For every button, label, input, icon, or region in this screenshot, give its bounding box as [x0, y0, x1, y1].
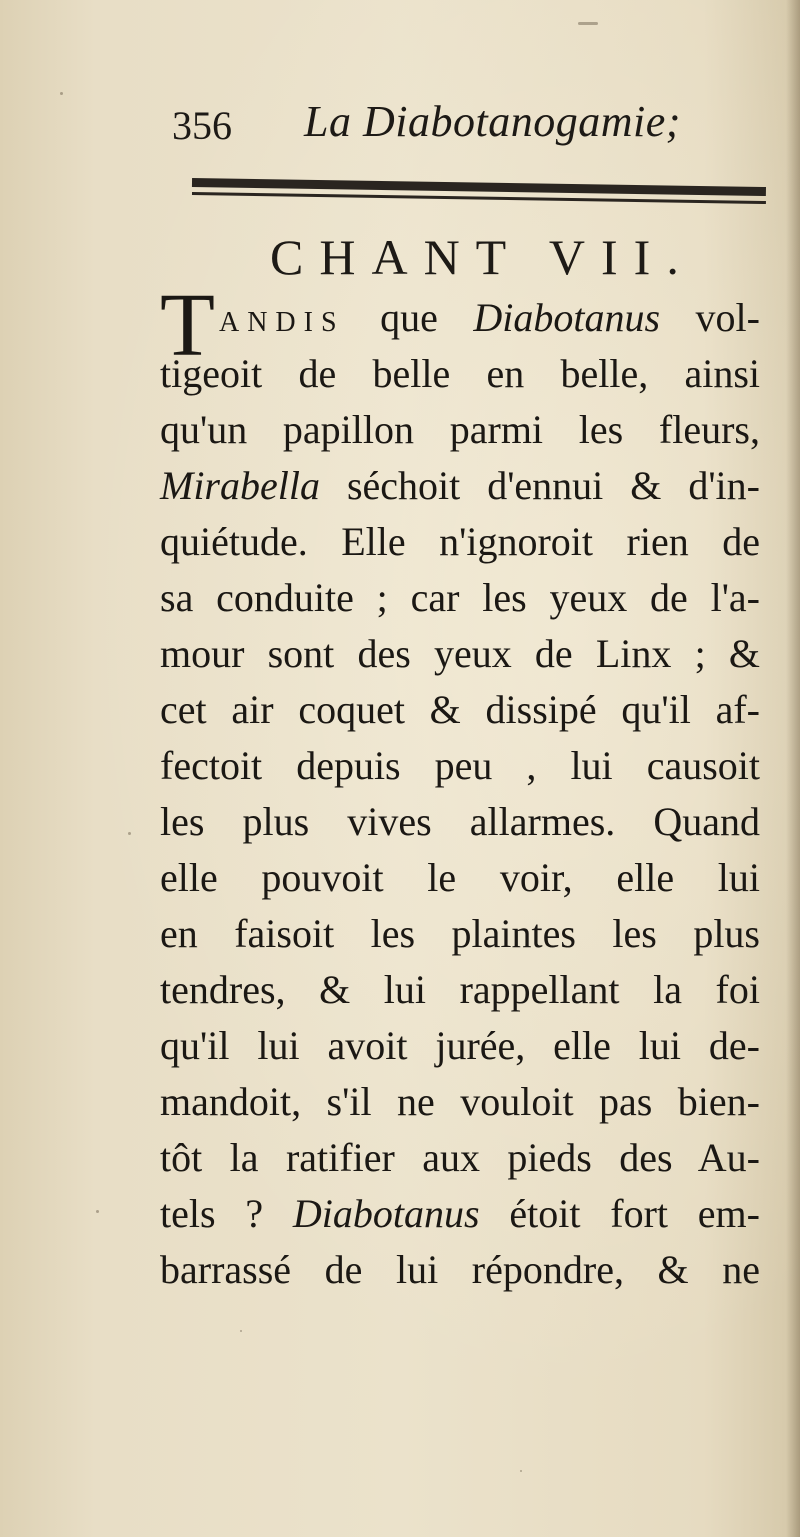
italic-name: Diabotanus [292, 1191, 480, 1236]
paper-speck [60, 92, 63, 95]
text-line-14: qu'il lui avoit jurée, elle lui de- [160, 1023, 760, 1068]
header-rule [192, 174, 766, 210]
text-line-6: sa conduite ; car les yeux de l'a- [160, 575, 760, 620]
text-line-2: tigeoit de belle en belle, ainsi [160, 351, 760, 396]
paper-speck [96, 1210, 99, 1213]
page-edge-shadow [786, 0, 800, 1537]
text-span: tels ? [160, 1191, 293, 1236]
text-line-5: quiétude. Elle n'ignoroit rien de [160, 519, 760, 564]
small-caps-word: ANDIS [218, 307, 345, 338]
text-line-8: cet air coquet & dissipé qu'il af- [160, 687, 760, 732]
text-line-4 [160, 458, 760, 514]
drop-cap: T [160, 276, 215, 375]
text-line-15: mandoit, s'il ne vouloit pas bien- [160, 1079, 760, 1124]
page-number: 356 [172, 103, 232, 148]
text-line-11: elle pouvoit le voir, elle lui [160, 855, 760, 900]
text-line-16: tôt la ratifier aux pieds des Au- [160, 1135, 760, 1180]
page-header [172, 96, 732, 160]
paper-speck [520, 1470, 522, 1472]
text-line-12: en faisoit les plaintes les plus [160, 911, 760, 956]
body-text [160, 276, 772, 1298]
paper-speck [128, 832, 131, 835]
italic-name: Diabotanus [473, 295, 661, 340]
paper-speck [578, 22, 598, 25]
text-span: vol- [660, 295, 760, 340]
text-line-13: tendres, & lui rappellant la foi [160, 967, 760, 1012]
paper-speck [240, 1330, 242, 1332]
text-span: que [344, 295, 474, 340]
text-line-18: barrassé de lui répondre, & ne [160, 1247, 760, 1292]
text-line-9: fectoit depuis peu , lui causoit [160, 743, 760, 788]
running-title: La Diabotanogamie; [304, 97, 681, 146]
text-line-10: les plus vives allarmes. Quand [160, 799, 760, 844]
text-line-7: mour sont des yeux de Linx ; & [160, 631, 760, 676]
italic-name: Mirabella [160, 463, 320, 508]
text-line-17 [160, 1186, 760, 1242]
chapter-title: CHANT VII. [270, 229, 695, 285]
text-line-3: qu'un papillon parmi les fleurs, [160, 407, 760, 452]
text-span: étoit fort em- [479, 1191, 760, 1236]
text-span: séchoit d'ennui & d'in- [319, 463, 760, 508]
